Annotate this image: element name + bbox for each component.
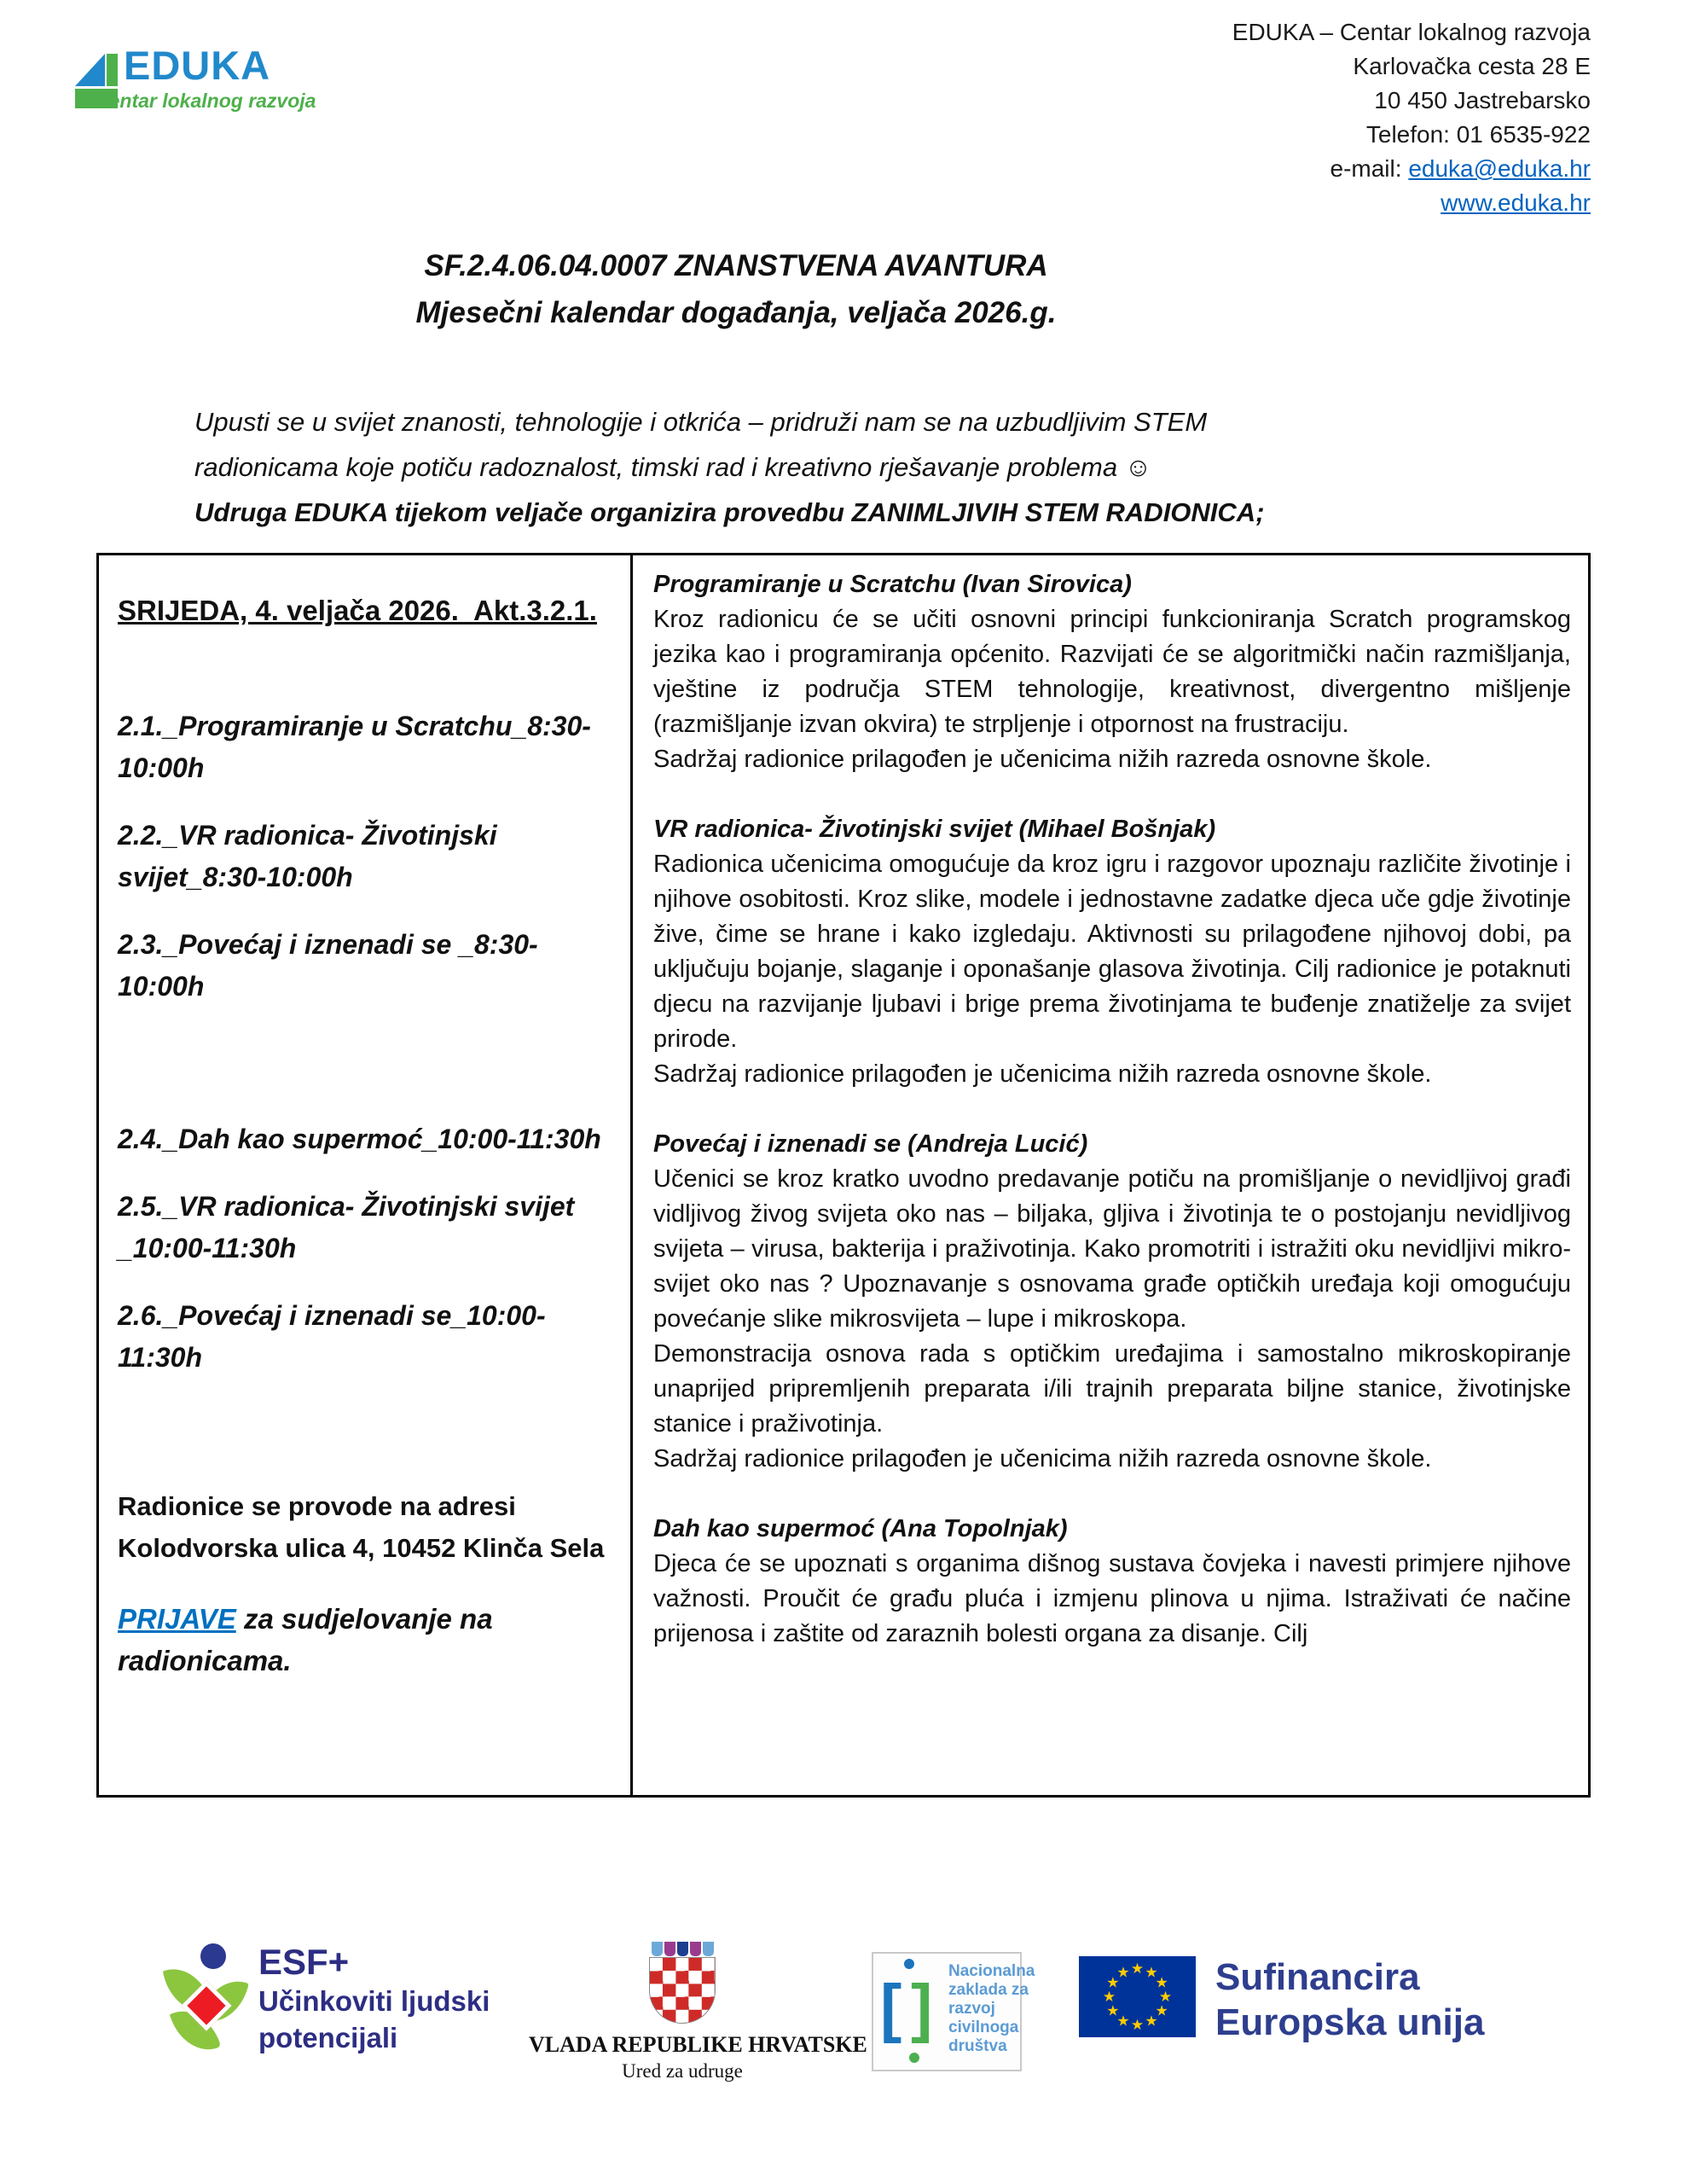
national-foundation-logo <box>872 1952 1035 2071</box>
croatian-government-logo <box>529 1942 867 2082</box>
venue-address-line-1: Radionice se provode na adresi <box>118 1491 516 1521</box>
eu-cofinancing-text <box>1215 1955 1484 2045</box>
contact-org: EDUKA – Centar lokalnog razvoja <box>1232 19 1591 45</box>
eu-star-icon: ★ <box>1116 1963 1130 1980</box>
intro-paragraph: Upusti se u svijet znanosti, tehnologije i otkrića – pridruži nam se na uzbudljivim STEM radionicama koje potiču radoznalost, timski rad i kreativno rješavanje problema ☺ <box>194 407 1208 482</box>
eu-star-icon: ★ <box>1102 1988 1116 2005</box>
workshop-block-vr <box>653 812 1571 1092</box>
brand-name: EDUKA <box>124 43 271 88</box>
esf-flower-icon <box>166 1943 252 2063</box>
contact-city: 10 450 Jastrebarsko <box>1374 87 1591 113</box>
nzrcd-line: zaklada za <box>948 1981 1029 1999</box>
bracket-dot-blue <box>904 1959 914 1969</box>
coat-crown-shield <box>703 1942 714 1956</box>
esf-title: ESF+ <box>258 1942 350 1982</box>
schedule-table <box>96 553 1591 1798</box>
nzrcd-line: razvoj <box>948 2000 995 2018</box>
signup-link[interactable]: PRIJAVE <box>118 1603 236 1635</box>
title-line-2: Mjesečni kalendar događanja, veljača 2026.g. <box>415 296 1057 329</box>
eu-flag-icon <box>1079 1956 1196 2037</box>
workshop-title: VR radionica- Životinjski svijet (Mihael Bošnjak) <box>653 816 1216 843</box>
signup-line <box>118 1598 615 1682</box>
page-title <box>96 242 1376 336</box>
coat-crown-shield <box>664 1942 675 1956</box>
website-link[interactable]: www.eduka.hr <box>1441 189 1591 216</box>
esf-text <box>258 1942 490 2056</box>
workshop-description: Radionica učenicima omogućuje da kroz igru i razgovor upoznaju različite životinje i njihove osobitosti. Kroz slike, modele i jednostavne zadatke djeca uče gdje životinje žive, čime se hrane i kako izgledaju. Aktivnosti su prilagođene njihovoj dobi, pa uključuju bojanje, slaganje i oponašanje glasova životinja. Cilj radionice je potaknuti djecu na razvijanje ljubavi i brige prema životinjama te buđenje znatiželje za svijet prirode. <box>653 851 1571 1053</box>
eu-star-icon: ★ <box>1106 2002 1120 2018</box>
eu-text-line-1: Sufinancira <box>1215 1956 1420 1998</box>
nzrcd-line: Nacionalna <box>948 1962 1035 1980</box>
coat-crown-shield <box>652 1942 663 1956</box>
email-label: e-mail: <box>1330 155 1409 182</box>
descriptions-cell <box>633 555 1588 1795</box>
nzrcd-line: društva <box>948 2037 1007 2055</box>
contact-email-line <box>1232 152 1591 186</box>
schedule-cell <box>99 555 633 1795</box>
eu-star-icon: ★ <box>1116 2013 1130 2030</box>
croatian-coat-of-arms-icon <box>649 1942 716 2024</box>
contact-block <box>1232 15 1591 220</box>
workshop-description: Učenici se kroz kratko uvodno predavanje potiču na promišljanje o nevidljivoj građi vidljivog živog svijeta oko nas – biljaka, gljiva i životinja te o postojanju nevidljivog svijeta – virusa, bakterija i praživotinja. Kako promotriti i istražiti oku nevidljivi mikro-svijet oko nas ? Upoznavanje s osnovama građe optičkih uređaja koji omogućuju povećanje slike mikrosvijeta – lupe i mikroskopa. <box>653 1165 1571 1333</box>
coat-crown-shield <box>677 1942 688 1956</box>
intro-section <box>194 399 1350 535</box>
coat-checkerboard <box>649 1957 716 2024</box>
bracket-right-icon: ] <box>911 1972 933 2044</box>
coat-crown-shield <box>690 1942 701 1956</box>
email-link[interactable]: eduka@eduka.hr <box>1408 155 1591 182</box>
workshop-block-breath <box>653 1512 1571 1652</box>
esf-flower-dot <box>200 1943 226 1969</box>
nzrcd-line: civilnoga <box>948 2018 1019 2036</box>
workshop-block-scratch <box>653 567 1571 777</box>
national-foundation-text <box>948 1962 1035 2056</box>
esf-logo <box>166 1942 567 2070</box>
workshop-title: Povećaj i iznenadi se (Andreja Lucić) <box>653 1130 1088 1158</box>
workshop-description-2: Demonstracija osnova rada s optičkim uređajima i samostalno mikroskopiranje unaprijed pripremljenih preparata i/ili trajnih preparata biljne stanice, životinjske stanice i praživotinja. <box>653 1340 1571 1438</box>
eu-star-icon: ★ <box>1158 1988 1173 2005</box>
bracket-dot-green <box>909 2053 919 2063</box>
workshop-description: Kroz radionicu će se učiti osnovni principi funkcioniranja Scratch programskog jezika kao i programiranja općenito. Razvijati će se algoritmički način razmišljanja, vještine iz područja STEM tehnologije, kreativnost, divergentno mišljenje (razmišljanje izvan okvira) te strpljenje i otpornost na frustraciju. <box>653 606 1571 738</box>
government-title: VLADA REPUBLIKE HRVATSKE <box>529 2032 867 2057</box>
venue-address <box>118 1485 615 1569</box>
workshop-block-microscope <box>653 1127 1571 1477</box>
esf-subtitle-line-2: potencijali <box>258 2022 398 2053</box>
eu-star-icon: ★ <box>1155 2002 1168 2018</box>
intro-bold-line: Udruga EDUKA tijekom veljače organizira provedbu ZANIMLJIVIH STEM RADIONICA; <box>194 497 1265 527</box>
contact-website-line <box>1232 186 1591 220</box>
contact-street: Karlovačka cesta 28 E <box>1353 53 1591 79</box>
government-office: Ured za udruge <box>622 2060 743 2082</box>
eu-star-icon: ★ <box>1145 2013 1158 2030</box>
eu-star-icon: ★ <box>1130 1960 1145 1977</box>
schedule-item-6: 2.6._Povećaj i iznenadi se_10:00-11:30h <box>118 1300 546 1373</box>
eu-star-icon: ★ <box>1130 2016 1145 2033</box>
workshop-title: Dah kao supermoć (Ana Topolnjak) <box>653 1515 1068 1542</box>
workshop-description: Djeca će se upoznati s organima dišnog sustava čovjeka i navesti primjere njihove važnosti. Proučit će građu pluća i izmjenu plinova u njima. Istraživati će načine prijenosa i zaštite od zaraznih bolesti organa za disanje. Cilj <box>653 1550 1571 1647</box>
eu-star-icon: ★ <box>1145 1963 1158 1980</box>
signup-rest: za sudjelovanje na radionicama. <box>118 1603 493 1676</box>
brand-tagline: Centar lokalnog razvoja <box>95 90 316 112</box>
workshop-note: Sadržaj radionice prilagođen je učenicima nižih razreda osnovne škole. <box>653 746 1432 773</box>
schedule-item-3: 2.3._Povećaj i iznenadi se _8:30-10:00h <box>118 929 538 1002</box>
eu-cofinancing-logo <box>1079 1956 1557 2059</box>
schedule-item-4: 2.4._Dah kao supermoć_10:00-11:30h <box>118 1124 601 1154</box>
title-line-1: SF.2.4.06.04.0007 ZNANSTVENA AVANTURA <box>424 249 1048 282</box>
workshop-note: Sadržaj radionice prilagođen je učenicima nižih razreda osnovne škole. <box>653 1060 1432 1088</box>
venue-address-line-2: Kolodvorska ulica 4, 10452 Klinča Sela <box>118 1533 605 1563</box>
schedule-item-5: 2.5._VR radionica- Životinjski svijet _10:00-11:30h <box>118 1191 575 1263</box>
bracket-left-icon: [ <box>880 1972 902 2044</box>
eu-text-line-2: Europska unija <box>1215 2001 1485 2043</box>
esf-subtitle-line-1: Učinkoviti ljudski <box>258 1985 490 2017</box>
eu-star-icon: ★ <box>1106 1974 1120 1990</box>
schedule-heading: SRIJEDA, 4. veljača 2026. Akt.3.2.1. <box>118 595 597 626</box>
eu-star-icon: ★ <box>1155 1974 1168 1990</box>
contact-phone: Telefon: 01 6535-922 <box>1365 121 1591 148</box>
coat-crown <box>649 1942 716 1956</box>
schedule-item-2: 2.2._VR radionica- Životinjski svijet_8:30-10:00h <box>118 820 497 892</box>
workshop-note: Sadržaj radionice prilagođen je učenicima nižih razreda osnovne škole. <box>653 1445 1432 1472</box>
schedule-item-1: 2.1._Programiranje u Scratchu_8:30-10:00h <box>118 711 591 783</box>
workshop-title: Programiranje u Scratchu (Ivan Sirovica) <box>653 571 1132 598</box>
eduka-logo <box>72 38 345 132</box>
